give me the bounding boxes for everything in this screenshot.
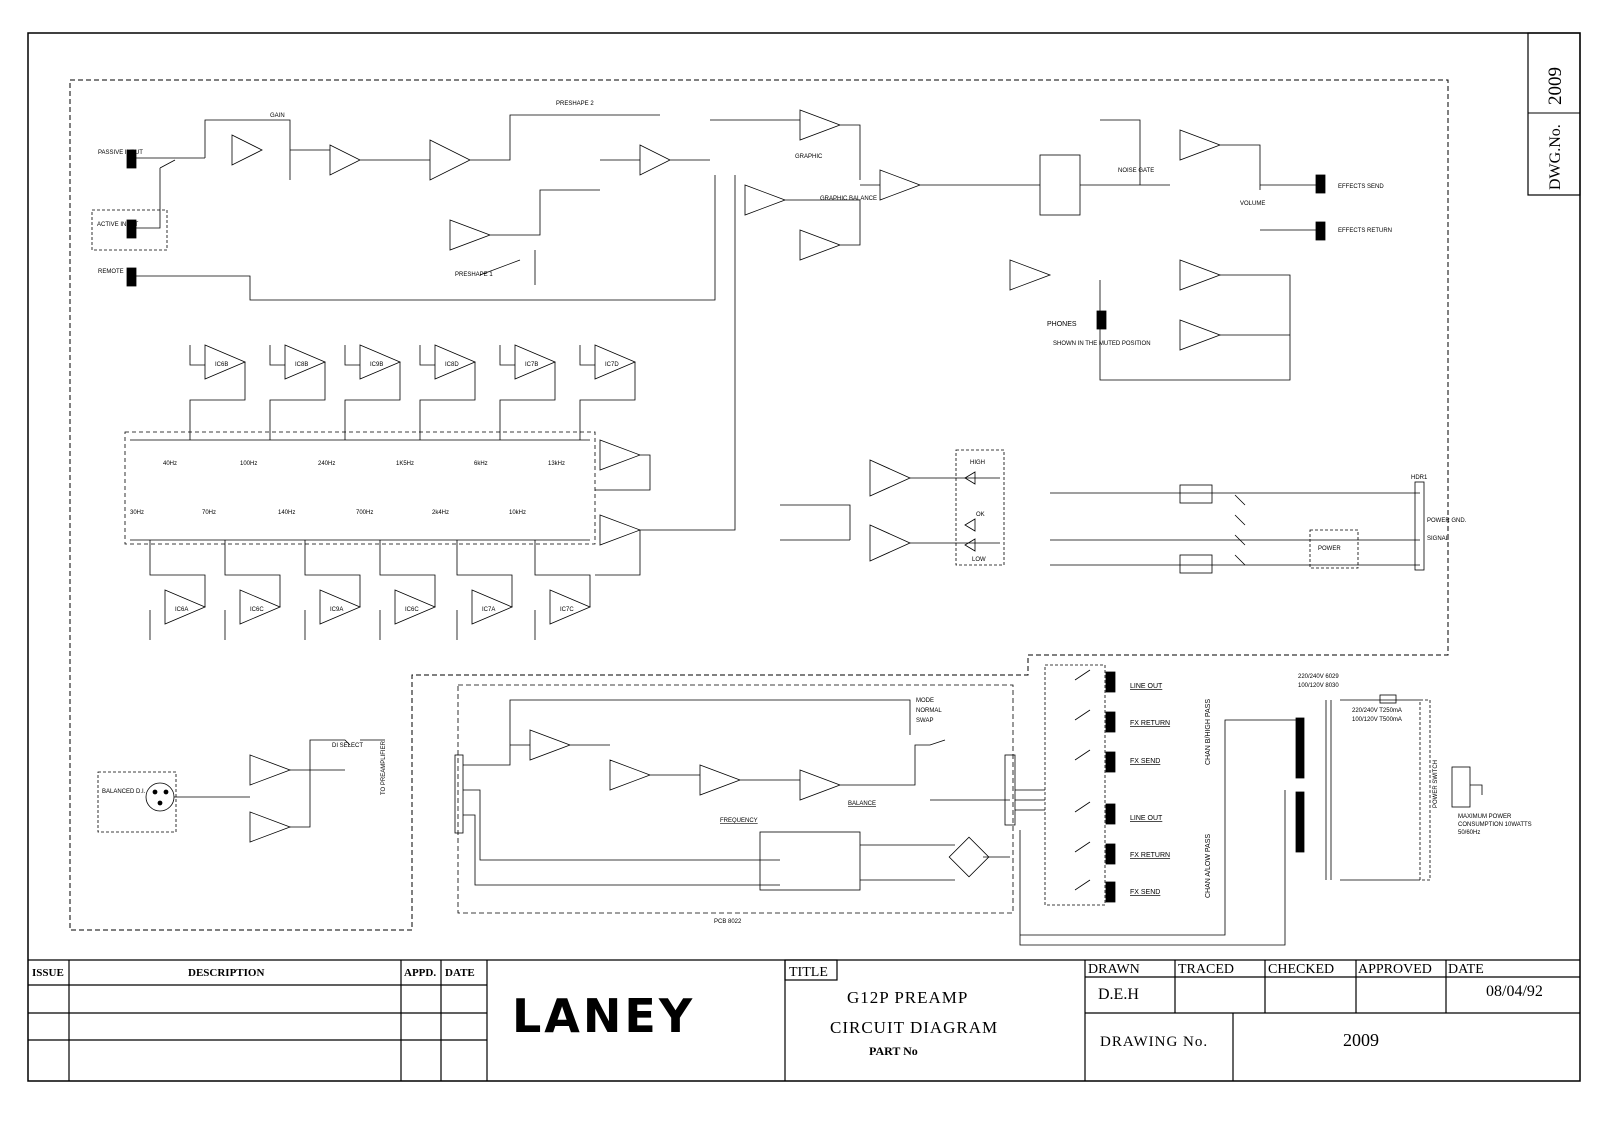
pcb-label: PCB 8022 [714,919,742,925]
di-select-label: DI SELECT [332,743,364,749]
freq-label-top: 240Hz [318,461,336,467]
output-jacks [1015,665,1300,945]
title-label: TITLE [789,965,828,980]
max-power-2: CONSUMPTION 10WATTS [1458,822,1532,828]
laney-logo: LANEY [512,989,696,1043]
date-value: 08/04/92 [1486,983,1543,1000]
passive-input-label: PASSIVE INPUT [98,150,143,156]
preshape2-label: PRESHAPE 2 [556,101,594,107]
date-header: DATE [445,967,475,979]
transformer-label-2: 100/120V 8030 [1298,683,1339,689]
eq-bottom-stage [457,540,512,640]
eq-bottom-stage [225,540,280,640]
fx-return-a: FX RETURN [1130,852,1171,859]
ok-led-label: OK [976,512,985,518]
eq-top-stage [500,345,555,440]
eq-bottom-opamp-label: IC7A [482,607,496,613]
freq-label-top: 100Hz [240,461,258,467]
gain-label: GAIN [270,113,285,119]
dwg-number-label: DWG.No. [1547,124,1564,190]
eq-bottom-opamp-label: IC9A [330,607,344,613]
traced-header: TRACED [1178,962,1234,977]
part-no-label: PART No [869,1044,918,1058]
dwg-number-vertical: 2009 [1545,67,1566,105]
freq-label-top: 6kHz [474,461,488,467]
effects-send-label: EFFECTS SEND [1338,184,1384,190]
eq-bottom-opamp-label: IC6A [175,607,189,613]
phones-label: PHONES [1047,321,1077,328]
issue-header: ISSUE [32,967,64,979]
low-led-label: LOW [972,557,986,563]
chan-a-label: CHAN A/LOW PASS [1205,833,1212,898]
frequency-label: FREQUENCY [720,818,758,824]
effects-return-label: EFFECTS RETURN [1338,228,1392,234]
mode-label: MODE [916,698,934,704]
drawn-header: DRAWN [1088,962,1140,977]
noise-gate-label: NOISE GATE [1118,168,1155,174]
eq-top-stage [270,345,325,440]
high-led-label: HIGH [970,460,985,466]
drawing-no-value: 2009 [1343,1030,1379,1050]
volume-label: VOLUME [1240,201,1266,207]
signal-label: SIGNAL [1427,536,1450,542]
eq-top-opamp-label: IC8D [445,362,459,368]
eq-bottom-opamp-label: IC6C [250,607,264,613]
dwg-number-box [1528,33,1580,195]
eq-top-stage [420,345,475,440]
fuse-label-2: 100/120V T500mA [1352,717,1402,723]
drawn-value: D.E.H [1098,986,1139,1003]
input-section [92,115,715,300]
freq-label-bottom: 2k4Hz [432,510,450,516]
fuse-label-1: 220/240V T250mA [1352,708,1402,714]
sheet-border [28,33,1580,1081]
eq-bottom-stage [380,540,435,640]
fx-send-b: FX SEND [1130,758,1161,765]
freq-label-bottom: 140Hz [278,510,296,516]
line-out-a: LINE OUT [1130,815,1163,822]
eq-bottom-stage [535,540,590,640]
eq-bank [125,175,735,640]
graphic-label: GRAPHIC [795,154,823,160]
freq-label-top: 13kHz [548,461,566,467]
eq-top-opamp-label: IC8B [295,362,309,368]
eq-bottom-opamp-label: IC7C [560,607,574,613]
mode-normal: NORMAL [916,708,942,714]
approved-header: APPROVED [1358,962,1432,977]
remote-label: REMOTE [98,269,124,275]
date2-header: DATE [1448,962,1484,977]
freq-labels-top [163,461,565,467]
mode-swap: SWAP [916,718,934,724]
eq-top-opamp-label: IC7D [605,362,619,368]
title-line-2: CIRCUIT DIAGRAM [830,1018,999,1037]
eq-bottom-opamp-label: IC6C [405,607,419,613]
freq-label-bottom: 700Hz [356,510,374,516]
eq-top-opamp-label: IC6B [215,362,229,368]
preshape1-label: PRESHAPE 1 [455,272,493,278]
max-power-1: MAXIMUM POWER [1458,814,1512,820]
checked-header: CHECKED [1268,962,1335,977]
title-line-1: G12P PREAMP [847,988,969,1007]
line-out-b: LINE OUT [1130,683,1163,690]
eq-top-stage [190,345,245,440]
main-pcb-outline [70,80,1448,930]
eq-top-stage [345,345,400,440]
drawing-no-label: DRAWING No. [1100,1034,1209,1050]
crossover-section [455,700,1015,890]
active-input-label: ACTIVE INPUT [97,222,139,228]
graphic-balance-label: GRAPHIC BALANCE [820,196,878,202]
max-power-3: 50/60Hz [1458,830,1481,836]
freq-labels-bottom [130,510,526,516]
graphic-section [710,110,1325,380]
balance-label: BALANCE [848,801,877,807]
chan-b-label: CHAN B/HIGH PASS [1205,699,1212,765]
led-section [780,450,1424,573]
eq-top-opamp-label: IC7B [525,362,539,368]
freq-label-bottom: 10kHz [509,510,527,516]
eq-bottom-stage [305,540,360,640]
balanced-di-label: BALANCED D.I. [102,789,146,795]
eq-bottom-stage [150,540,205,640]
freq-label-bottom: 70Hz [202,510,217,516]
fx-return-b: FX RETURN [1130,720,1171,727]
power-gnd-label: POWER GND. [1427,518,1467,524]
transformer-label-1: 220/240V 6029 [1298,674,1339,680]
eq-top-opamp-label: IC9B [370,362,384,368]
fx-send-a-text: FX SEND [1130,889,1161,896]
freq-label-bottom: 30Hz [130,510,145,516]
power-switch-label: POWER SWITCH [1433,760,1439,808]
phones-note: SHOWN IN THE MUTED POSITION [1053,341,1151,347]
hdr1-label: HDR1 [1411,475,1428,481]
freq-label-top: 1K5Hz [396,461,415,467]
eq-top-stage [580,345,635,440]
description-header: DESCRIPTION [188,967,265,979]
freq-label-top: 40Hz [163,461,178,467]
appd-header: APPD. [404,967,437,979]
to-preamplifier-label: TO PREAMPLIFIER [381,741,387,795]
power-led-label: POWER [1318,546,1341,552]
